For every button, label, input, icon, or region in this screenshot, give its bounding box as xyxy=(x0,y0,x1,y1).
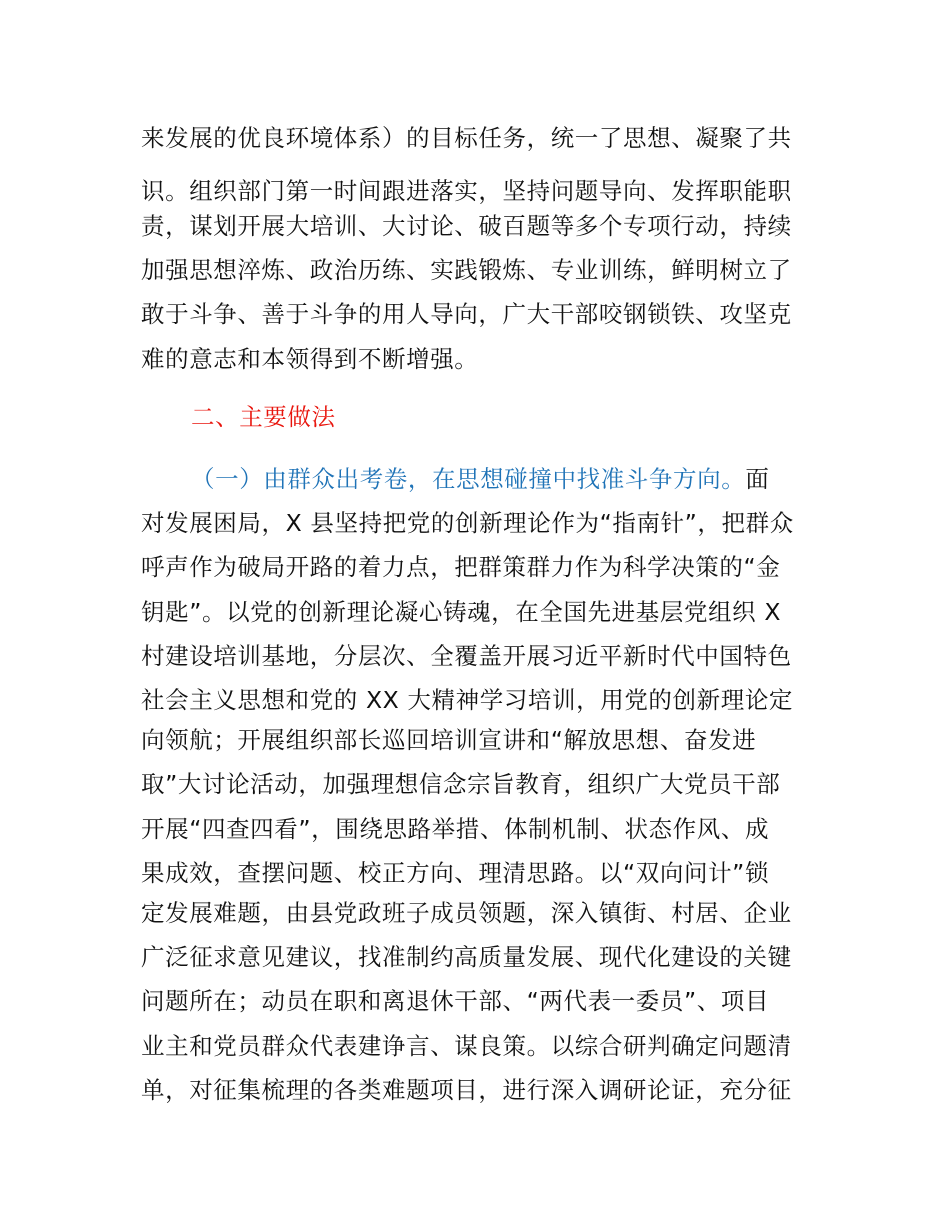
body-line-3: 钥匙”。以党的创新理论凝心铸魂，在全国先进基层党组织 X xyxy=(141,598,782,626)
section-heading: 二、主要做法 xyxy=(191,403,336,431)
body-line-2: 呼声作为破局开路的着力点，把群策群力作为科学决策的“金 xyxy=(141,553,781,581)
body-line-13: 业主和党员群众代表建诤言、谋良策。以综合研判确定问题清 xyxy=(141,1032,792,1060)
body-line-11: 广泛征求意见建议，找准制约高质量发展、现代化建设的关键 xyxy=(141,943,792,971)
intro-line-2: 识。组织部门第一时间跟进落实，坚持问题导向、发挥职能职 xyxy=(141,177,792,205)
body-line-10: 定发展难题，由县党政班子成员领题，深入镇街、村居、企业 xyxy=(141,899,792,927)
intro-line-4: 加强思想淬炼、政治历练、实践锻炼、专业训练，鲜明树立了 xyxy=(141,256,792,284)
body-line-6: 向领航；开展组织部长巡回培训宣讲和“解放思想、奋发进 xyxy=(141,726,757,754)
subsection-first-line xyxy=(191,461,769,497)
body-line-14: 单，对征集梳理的各类难题项目，进行深入调研论证，充分征 xyxy=(141,1076,792,1104)
body-line-12: 问题所在；动员在职和离退休干部、“两代表一委员”、项目 xyxy=(141,987,770,1015)
body-line-4: 村建设培训基地，分层次、全覆盖开展习近平新时代中国特色 xyxy=(141,642,792,670)
intro-line-1: 来发展的优良环境体系）的目标任务，统一了思想、凝聚了共 xyxy=(141,124,792,152)
subsection-title: （一）由群众出考卷，在思想碰撞中找准斗争方向。 xyxy=(191,465,746,493)
body-line-9: 果成效，查摆问题、校正方向、理清思路。以“双向问计”锁 xyxy=(141,859,770,887)
subsection-first-line-rest: 面 xyxy=(745,465,770,493)
body-line-1: 对发展困局，X 县坚持把党的创新理论作为“指南针”，把群众 xyxy=(141,509,794,537)
body-line-8: 开展“四查四看”，围绕思路举措、体制机制、状态作风、成 xyxy=(141,815,770,843)
intro-line-3: 责，谋划开展大培训、大讨论、破百题等多个专项行动，持续 xyxy=(141,212,792,240)
intro-line-5: 敢于斗争、善于斗争的用人导向，广大干部咬钢锁铁、攻坚克 xyxy=(141,300,792,328)
body-line-7: 取”大讨论活动，加强理想信念宗旨教育，组织广大党员干部 xyxy=(141,770,781,798)
intro-line-6: 难的意志和本领得到不断增强。 xyxy=(141,345,479,373)
body-line-5: 社会主义思想和党的 XX 大精神学习培训，用党的创新理论定 xyxy=(141,686,794,714)
